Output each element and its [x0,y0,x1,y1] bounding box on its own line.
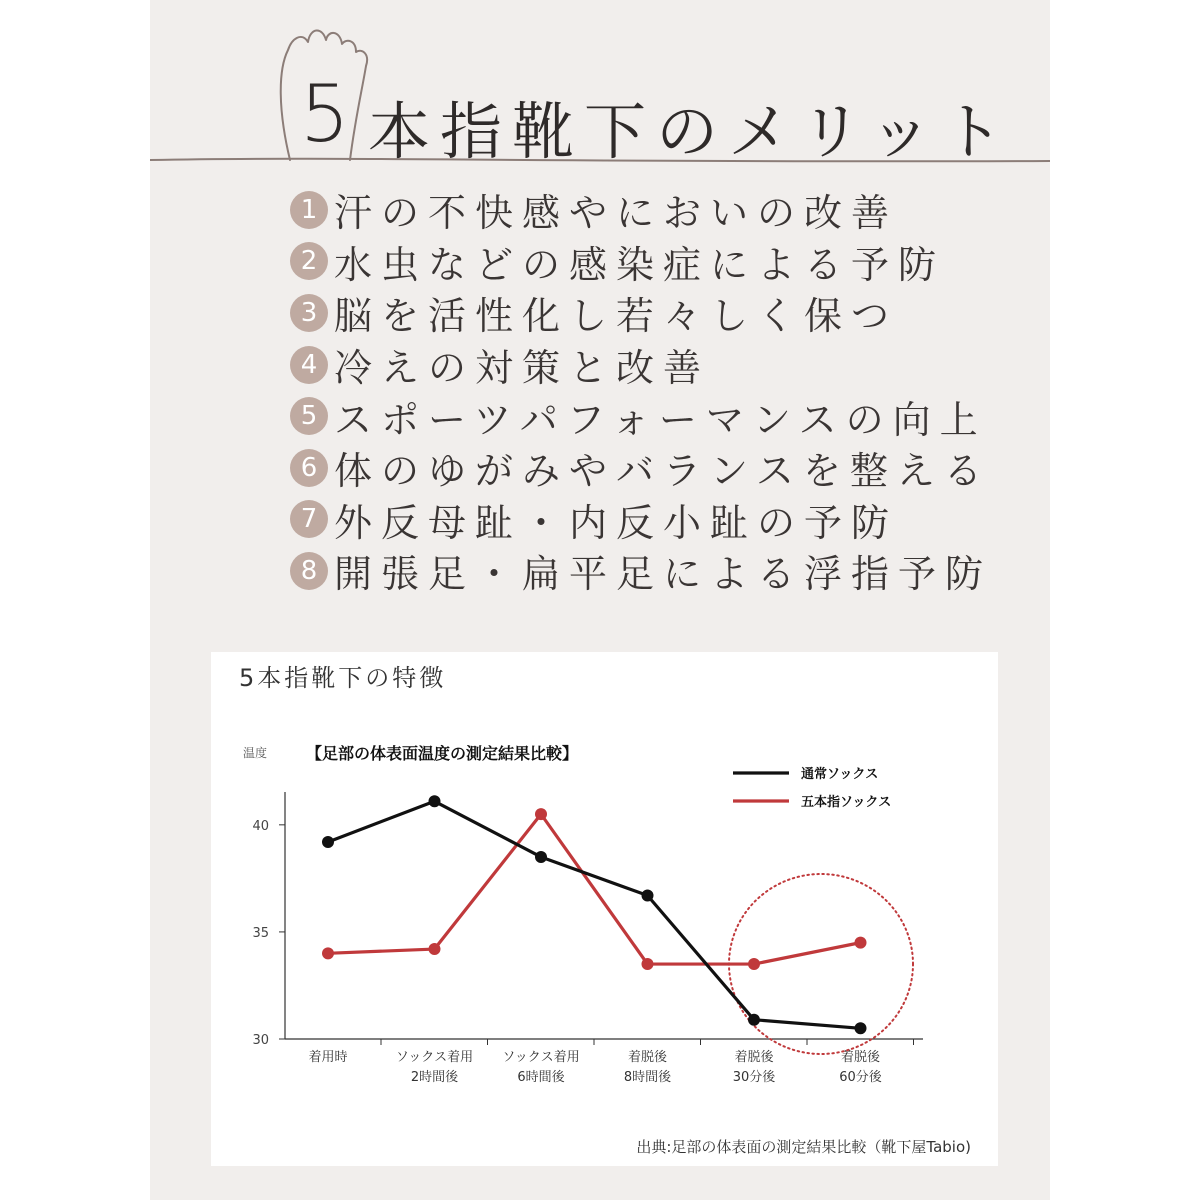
page-title: 本指靴下のメリット [368,95,1014,168]
title-area [150,0,1050,175]
number-badge: 1 [290,191,328,229]
chart-title: 【足部の体表面温度の測定結果比較】 [306,744,579,763]
x-tick-label: 2時間後 [410,1070,459,1085]
benefit-text: 汗の不快感やにおいの改善 [334,191,899,236]
benefit-text: 開張足・扁平足による浮指予防 [334,552,993,597]
number-badge: 4 [290,346,328,384]
x-tick-label: 着脱後 [840,1050,881,1065]
data-point-normal [642,890,654,902]
benefit-item [290,184,992,236]
benefit-item [290,390,992,442]
benefit-list [290,184,992,597]
x-tick-label: ソックス着用 [395,1050,474,1065]
number-badge: 3 [290,294,328,332]
x-tick-label: 60分後 [839,1070,882,1085]
benefit-item [290,494,992,546]
x-tick-label: ソックス着用 [502,1050,580,1065]
x-tick-label: 着脱後 [734,1050,774,1065]
benefit-item [290,339,992,391]
benefit-text: 冷えの対策と改善 [334,346,711,391]
benefit-text: 脳を活性化し若々しく保つ [334,294,899,339]
number-badge: 5 [290,397,328,435]
title-number: 5 [300,70,350,160]
x-tick-label: 着脱後 [627,1050,668,1065]
benefit-text: 外反母趾・内反小趾の予防 [334,500,899,545]
series-line-five-toe [328,814,861,964]
data-point-normal [429,795,441,807]
benefit-text: 水虫などの感染症による予防 [334,242,946,287]
y-tick-label: 30 [252,1033,269,1048]
source-note: 出典:足部の体表面の測定結果比較（靴下屋Tabio) [636,1138,971,1156]
data-point-five-toe [535,808,547,820]
y-tick-label: 35 [252,925,269,941]
benefit-item [290,442,992,494]
data-point-five-toe [748,958,760,970]
x-tick-label: 30分後 [732,1070,776,1085]
y-tick-label: 40 [252,818,269,834]
benefit-item [290,545,992,597]
series-line-normal [328,801,861,1028]
chart-card [211,652,998,1166]
data-point-normal [748,1014,760,1026]
data-point-five-toe [322,947,334,959]
x-tick-label: 6時間後 [517,1070,565,1085]
y-axis-label: 温度 [243,746,268,760]
x-tick-label: 着用時 [308,1050,348,1065]
legend-label-normal: 通常ソックス [801,767,879,782]
data-point-normal [535,851,547,863]
legend-label-five-toe: 五本指ソックス [801,795,892,810]
benefit-item [290,236,992,288]
data-point-five-toe [855,937,867,949]
number-badge: 8 [290,552,328,590]
number-badge: 7 [290,500,328,538]
data-point-normal [322,836,334,848]
number-badge: 6 [290,449,328,487]
benefit-text: スポーツパフォーマンスの向上 [334,397,987,442]
x-tick-label: 8時間後 [623,1070,672,1085]
chart-section-title: 5本指靴下の特徴 [239,664,447,692]
data-point-five-toe [642,958,654,970]
temperature-line-chart [211,652,998,1166]
data-point-normal [855,1022,867,1034]
number-badge: 2 [290,242,328,280]
benefit-item [290,287,992,339]
data-point-five-toe [429,943,441,955]
benefit-text: 体のゆがみやバランスを整える [334,449,991,494]
